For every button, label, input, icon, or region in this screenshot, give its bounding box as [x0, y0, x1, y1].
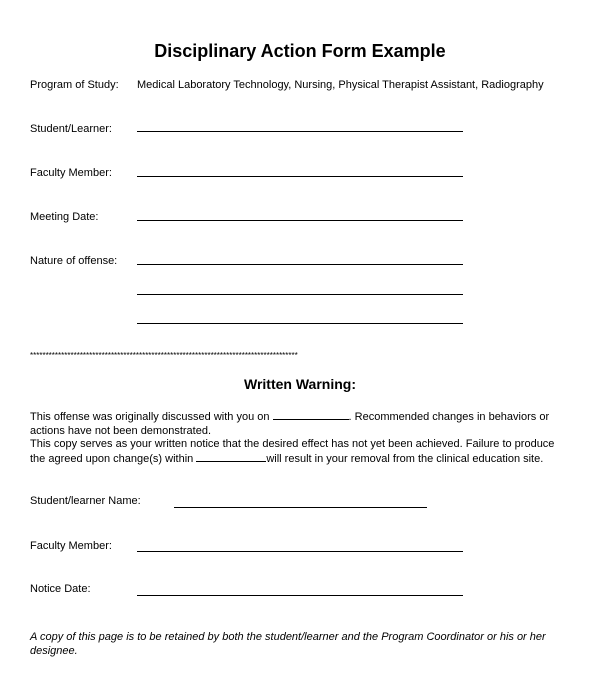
deadline-blank[interactable] [196, 451, 266, 462]
retention-note: A copy of this page is to be retained by both the student/learner and the Program Coordinator or his or her designee. [30, 631, 546, 657]
offense-field-line-2[interactable] [137, 294, 463, 295]
warning-faculty-label: Faculty Member: [30, 540, 112, 552]
warning-p1-end: . Recommended changes in behaviors or actions have not been demonstrated. [30, 411, 550, 437]
warning-p2-start: This copy serves as your written notice that the desired effect has not yet been achieved. Failure to produce the agreed upon change(s) within [30, 438, 555, 465]
student-field[interactable] [137, 131, 463, 132]
faculty-field[interactable] [137, 176, 463, 177]
student-label: Student/Learner: [30, 123, 112, 135]
student-name-label: Student/learner Name: [30, 495, 141, 507]
student-name-field[interactable] [174, 507, 427, 508]
meeting-date-field[interactable] [137, 220, 463, 221]
warning-p2-end: will result in your removal from the clinical education site. [266, 453, 544, 465]
warning-paragraph-1 [30, 409, 570, 438]
meeting-date-label: Meeting Date: [30, 211, 99, 223]
notice-date-label: Notice Date: [30, 583, 91, 595]
notice-date-field[interactable] [137, 595, 463, 596]
program-value: Medical Laboratory Technology, Nursing, Physical Therapist Assistant, Radiography [137, 79, 544, 91]
discussed-date-blank[interactable] [273, 409, 349, 420]
offense-label: Nature of offense: [30, 255, 118, 267]
form-title: Disciplinary Action Form Example [154, 41, 446, 61]
written-warning-heading: Written Warning: [244, 376, 356, 392]
warning-faculty-field[interactable] [137, 551, 463, 552]
separator: ************************************************************************************** [30, 351, 298, 360]
warning-paragraph-2 [30, 437, 570, 466]
faculty-label: Faculty Member: [30, 167, 112, 179]
offense-field-line-3[interactable] [137, 323, 463, 324]
offense-field-line-1[interactable] [137, 264, 463, 265]
program-label: Program of Study: [30, 79, 119, 91]
warning-p1-start: This offense was originally discussed with you on [30, 411, 273, 423]
